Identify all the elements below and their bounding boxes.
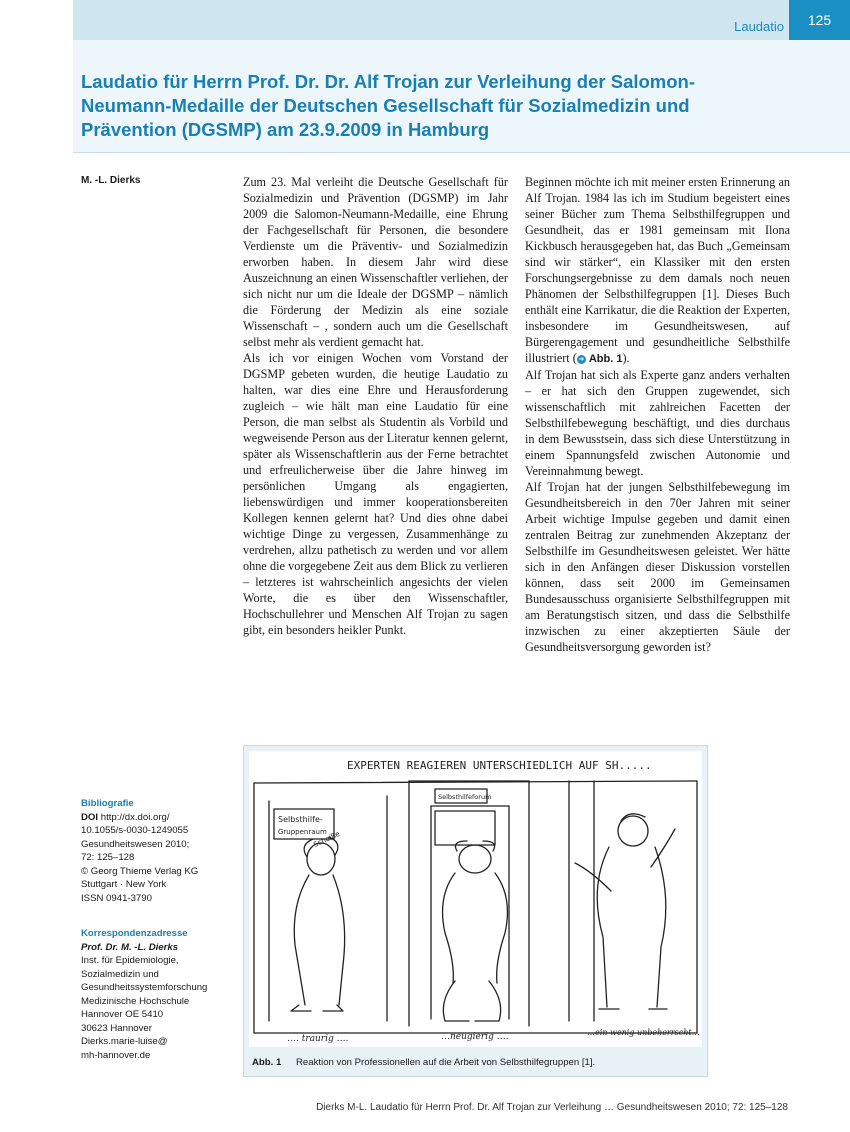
author: M. -L. Dierks bbox=[81, 175, 141, 186]
doi-link-continued[interactable]: 10.1055/s-0030-1249055 bbox=[81, 825, 189, 836]
bib-line: Stuttgart · New York bbox=[81, 879, 167, 890]
address-line: Hannover OE 5410 bbox=[81, 1009, 164, 1020]
email-line[interactable]: mh-hannover.de bbox=[81, 1049, 151, 1061]
figure-ref-open: ( bbox=[572, 351, 577, 365]
doi-line bbox=[81, 811, 231, 825]
correspondence-heading: Korrespondenzadresse bbox=[81, 928, 188, 939]
bib-line: ISSN 0941-3790 bbox=[81, 892, 152, 904]
cartoon-title: EXPERTEN REAGIEREN UNTERSCHIEDLICH AUF SH..... bbox=[347, 759, 652, 772]
page-number: 125 bbox=[789, 0, 850, 40]
paragraph: Als ich vor einigen Wochen vom Vorstand der DGSMP gebeten wurden, die heutige Laudatio zu halten, war dies eine Ehre und Herausforderung zugleich – wie hält man eine Laudatio für eine Person, die man selbst als Studentin als Vorbild und wegweisende Person aus der Literatur kennen gelernt, später als Wissenschaftlerin aus der Ferne betrachtet und erfreulicherweise über die Jahre hinweg im persönlichen Umgang als engagierten, liebenswürdigen und immer kooperationsbereiten Kollegen kennen gelernt hat? Und dies ohne dabei wichtige Dinge zu vergessen, Zusammenhänge zu verdrehen, allzu pathetisch zu werden und vor allem ohne die vorgegebene Zeit aus dem Blick zu verlieren – letzteres ist wahrscheinlich angesichts der vielen Worte, die es über den Wissenschaftler, Hochschullehrer und Menschen Alf Trojan zu sagen gibt, ein besonders heikler Punkt. bbox=[243, 351, 508, 637]
figure-reference-link[interactable]: Abb. 1 bbox=[588, 353, 623, 365]
paragraph: Alf Trojan hat sich als Experte ganz anders verhalten – er hat sich den Gruppen zugewendet, sich wissenschaftlich mit zahlreichen Facetten der Selbsthilfebewegung beschäftigt, und dies durchaus in dem Bewusstsein, dass sich diese Unterstützung in einem Spannungsfeld zwischen Autonomie und Vereinnahmung bewegt. bbox=[525, 368, 790, 478]
door-sign-text: Selbsthilfe- bbox=[278, 815, 323, 824]
arrow-right-icon: ➜ bbox=[578, 355, 585, 363]
bib-line: 72: 125–128 bbox=[81, 852, 135, 863]
figure-caption bbox=[252, 1057, 595, 1068]
body-column-2 bbox=[525, 174, 790, 655]
section-label: Laudatio bbox=[734, 19, 784, 34]
email-line[interactable]: Dierks.marie-luise@ bbox=[81, 1036, 168, 1047]
figure-ref-close: ). bbox=[622, 351, 630, 365]
address-line: 30623 Hannover bbox=[81, 1022, 152, 1034]
figure-caption-text: Reaktion von Professionellen auf die Arbeit von Selbsthilfegruppen [1]. bbox=[296, 1057, 596, 1068]
panel-caption: …. traurig …. bbox=[287, 1034, 349, 1044]
panel-caption: …neugierig …. bbox=[441, 1032, 509, 1042]
door-sign-text: Selbsthilfeforum bbox=[438, 793, 492, 801]
bibliography-heading: Bibliografie bbox=[81, 798, 134, 809]
doi-label: DOI bbox=[81, 811, 99, 823]
address-line: Inst. für Epidemiologie, bbox=[81, 955, 179, 966]
bib-line: Gesundheitswesen 2010; bbox=[81, 838, 190, 850]
address-line: Gesundheitssystemforschung bbox=[81, 982, 208, 993]
article-title: Laudatio für Herrn Prof. Dr. Dr. Alf Trojan zur Verleihung der Salomon-Neumann-Medaille der Deutschen Gesellschaft für Sozialmedizin und Prävention (DGSMP) am 23.9.2009 in Hamburg bbox=[81, 71, 696, 140]
paragraph: Alf Trojan hat der jungen Selbsthilfebewegung im Gesundheitsbereich in den 70er Jahren mit seiner Arbeit wichtige Impulse gegeben und damit einen zentralen Beitrag zur zunehmenden Akzeptanz der Selbsthilfe im Gesundheitswesen geleistet. Wer hätte sich in den Anfängen dieser Diskussion vorstellen können, dass seit 2000 im Gemeinsamen Bundesausschuss organisierte Selbsthilfegruppen mit am Beratungstisch sitzen, und dass die Selbsthilfe inzwischen zu einer akzeptierten Säule der Gesundheitsversorgung geworden ist? bbox=[525, 480, 790, 654]
correspondence-block bbox=[81, 927, 231, 1062]
paragraph-text: Beginnen möchte ich mit meiner ersten Erinnerung an Alf Trojan. 1984 las ich im Studium begeistert eines seiner Bücher zum Thema Selbsthilfegruppen und Gesundheit, das er 1981 gemeinsam mit Ilona Kickbusch herausgegeben hat, das Buch „Gemeinsam sind wir stärker“, ein Klassiker mit den ersten Forschungsergebnisse zu dem damals noch neuen Phänomen der Selbsthilfegruppen [1]. Dieses Buch enthält eine Karrikatur, die die Reaktion der Experten, insbesondere im Gesundheitswesen, auf Bürgerengagement und gesundheitliche Selbsthilfe illustriert bbox=[525, 175, 790, 365]
doi-link[interactable]: http://dx.doi.org/ bbox=[100, 811, 170, 823]
page-footer: Dierks M-L. Laudatio für Herrn Prof. Dr. Alf Trojan zur Verleihung … Gesundheitswesen 2010; 72: 125–128 bbox=[316, 1102, 788, 1113]
address-line: Sozialmedizin und bbox=[81, 968, 159, 980]
figure-1 bbox=[243, 745, 708, 1077]
bibliography-block bbox=[81, 797, 231, 905]
paragraph bbox=[525, 174, 790, 367]
paragraph: Zum 23. Mal verleiht die Deutsche Gesellschaft für Sozialmedizin und Prävention (DGSMP) im Jahr 2009 die Salomon-Neumann-Medaille, eine Ehrung der Fachgesellschaft für Personen, die besondere Verdienste um die Präventiv- und Sozialmedizin erworben haben. In diesem Jahr wird diese Auszeichnung an einen Wissenschaftler verliehen, der sich nicht nur um die Ideale der DGSMP – nämlich die Förderung der Medizin als eine soziale Wissenschaft – , sondern auch um die Gesellschaft selbst mehr als verdient gemacht hat. bbox=[243, 175, 508, 349]
figure-label: Abb. 1 bbox=[252, 1057, 282, 1068]
bib-line: © Georg Thieme Verlag KG bbox=[81, 865, 199, 877]
address-line: Medizinische Hochschule bbox=[81, 995, 190, 1007]
panel-caption: …ein wenig unbeherrscht… bbox=[587, 1028, 700, 1037]
scribble-text: Scheiße bbox=[312, 829, 341, 849]
correspondence-name: Prof. Dr. M. -L. Dierks bbox=[81, 941, 179, 953]
door-sign-text: Gruppenraum bbox=[278, 828, 327, 836]
cartoon-illustration bbox=[249, 751, 702, 1047]
body-column-1 bbox=[243, 174, 508, 638]
